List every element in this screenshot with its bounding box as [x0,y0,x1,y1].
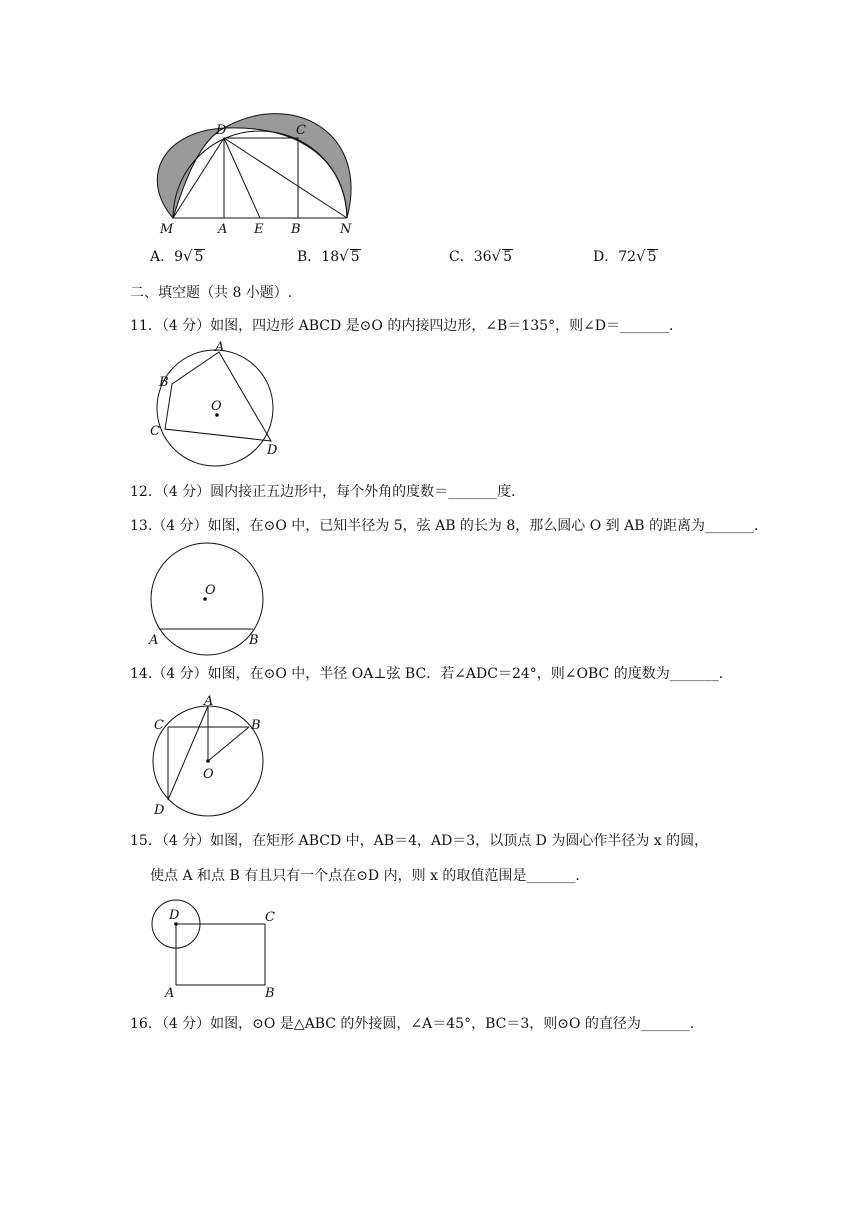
label-d: D [154,803,165,818]
label-c: C [296,123,306,138]
segment-ad [168,706,208,800]
label-o: O [205,583,216,598]
label-c: C [150,424,160,439]
quad-abcd [165,352,271,441]
q10-figure [140,100,380,244]
q10-option-c: C．36√ 5 [449,247,513,265]
label-o: O [203,767,214,782]
q10-option-d: D．72√ 5 [593,247,657,265]
label-b: B [291,222,301,237]
rectangle-abcd [176,924,265,985]
right-shaded-region [224,114,351,218]
segment-ob [208,727,249,761]
q12-text: 12．（4 分）圆内接正五边形中，每个外角的度数＝_______度． [130,484,526,500]
label-e: E [254,222,264,237]
label-a: A [165,986,175,1001]
q16-text: 16．（4 分）如图，⊙O 是△ABC 的外接圆，∠A＝45°，BC＝3，则⊙O 的直径为_______． [130,1016,704,1032]
label-o: O [211,399,222,414]
q10-option-a: A．9√ 5 [150,247,204,265]
label-a: A [215,340,225,355]
label-d: D [216,123,227,138]
left-shaded-region [157,128,224,218]
q15-figure [145,895,295,1009]
section-heading: 二、填空题（共 8 小题）. [130,285,293,301]
label-m: M [160,222,174,237]
q14-text: 14.（4 分）如图，在⊙O 中，半径 OA⊥弦 BC．若∠ADC＝24°，则∠OBC 的度数为_______． [130,666,733,682]
q15-text-line1: 15．（4 分）如图，在矩形 ABCD 中，AB＝4，AD＝3，以顶点 D 为圆心作半径为 x 的圆， [130,833,709,849]
label-b: B [249,633,259,648]
label-a: A [204,694,214,709]
q13-figure [145,542,275,656]
q11-figure [145,340,295,474]
label-n: N [340,222,352,237]
q15-text-line2: 使点 A 和点 B 有且只有一个点在⊙D 内，则 x 的取值范围是_______． [150,868,590,884]
label-d: D [267,443,278,458]
label-b: B [251,718,261,733]
label-a: A [218,222,228,237]
label-c: C [154,718,164,733]
q11-text: 11．（4 分）如图，四边形 ABCD 是⊙O 的内接四边形，∠B＝135°，则∠D＝_______． [130,318,684,334]
label-c: C [265,910,275,925]
label-b: B [265,986,275,1001]
circle-o [151,543,263,655]
q13-text: 13.（4 分）如图，在⊙O 中，已知半径为 5，弦 AB 的长为 8，那么圆心 O 到 AB 的距离为_______． [130,518,768,534]
q14-figure [145,692,275,826]
center-point [206,759,210,763]
label-d: D [169,908,180,923]
label-b: B [159,375,169,390]
label-a: A [149,633,159,648]
square-abcd [224,138,298,218]
q10-option-b: B．18√ 5 [297,247,360,265]
